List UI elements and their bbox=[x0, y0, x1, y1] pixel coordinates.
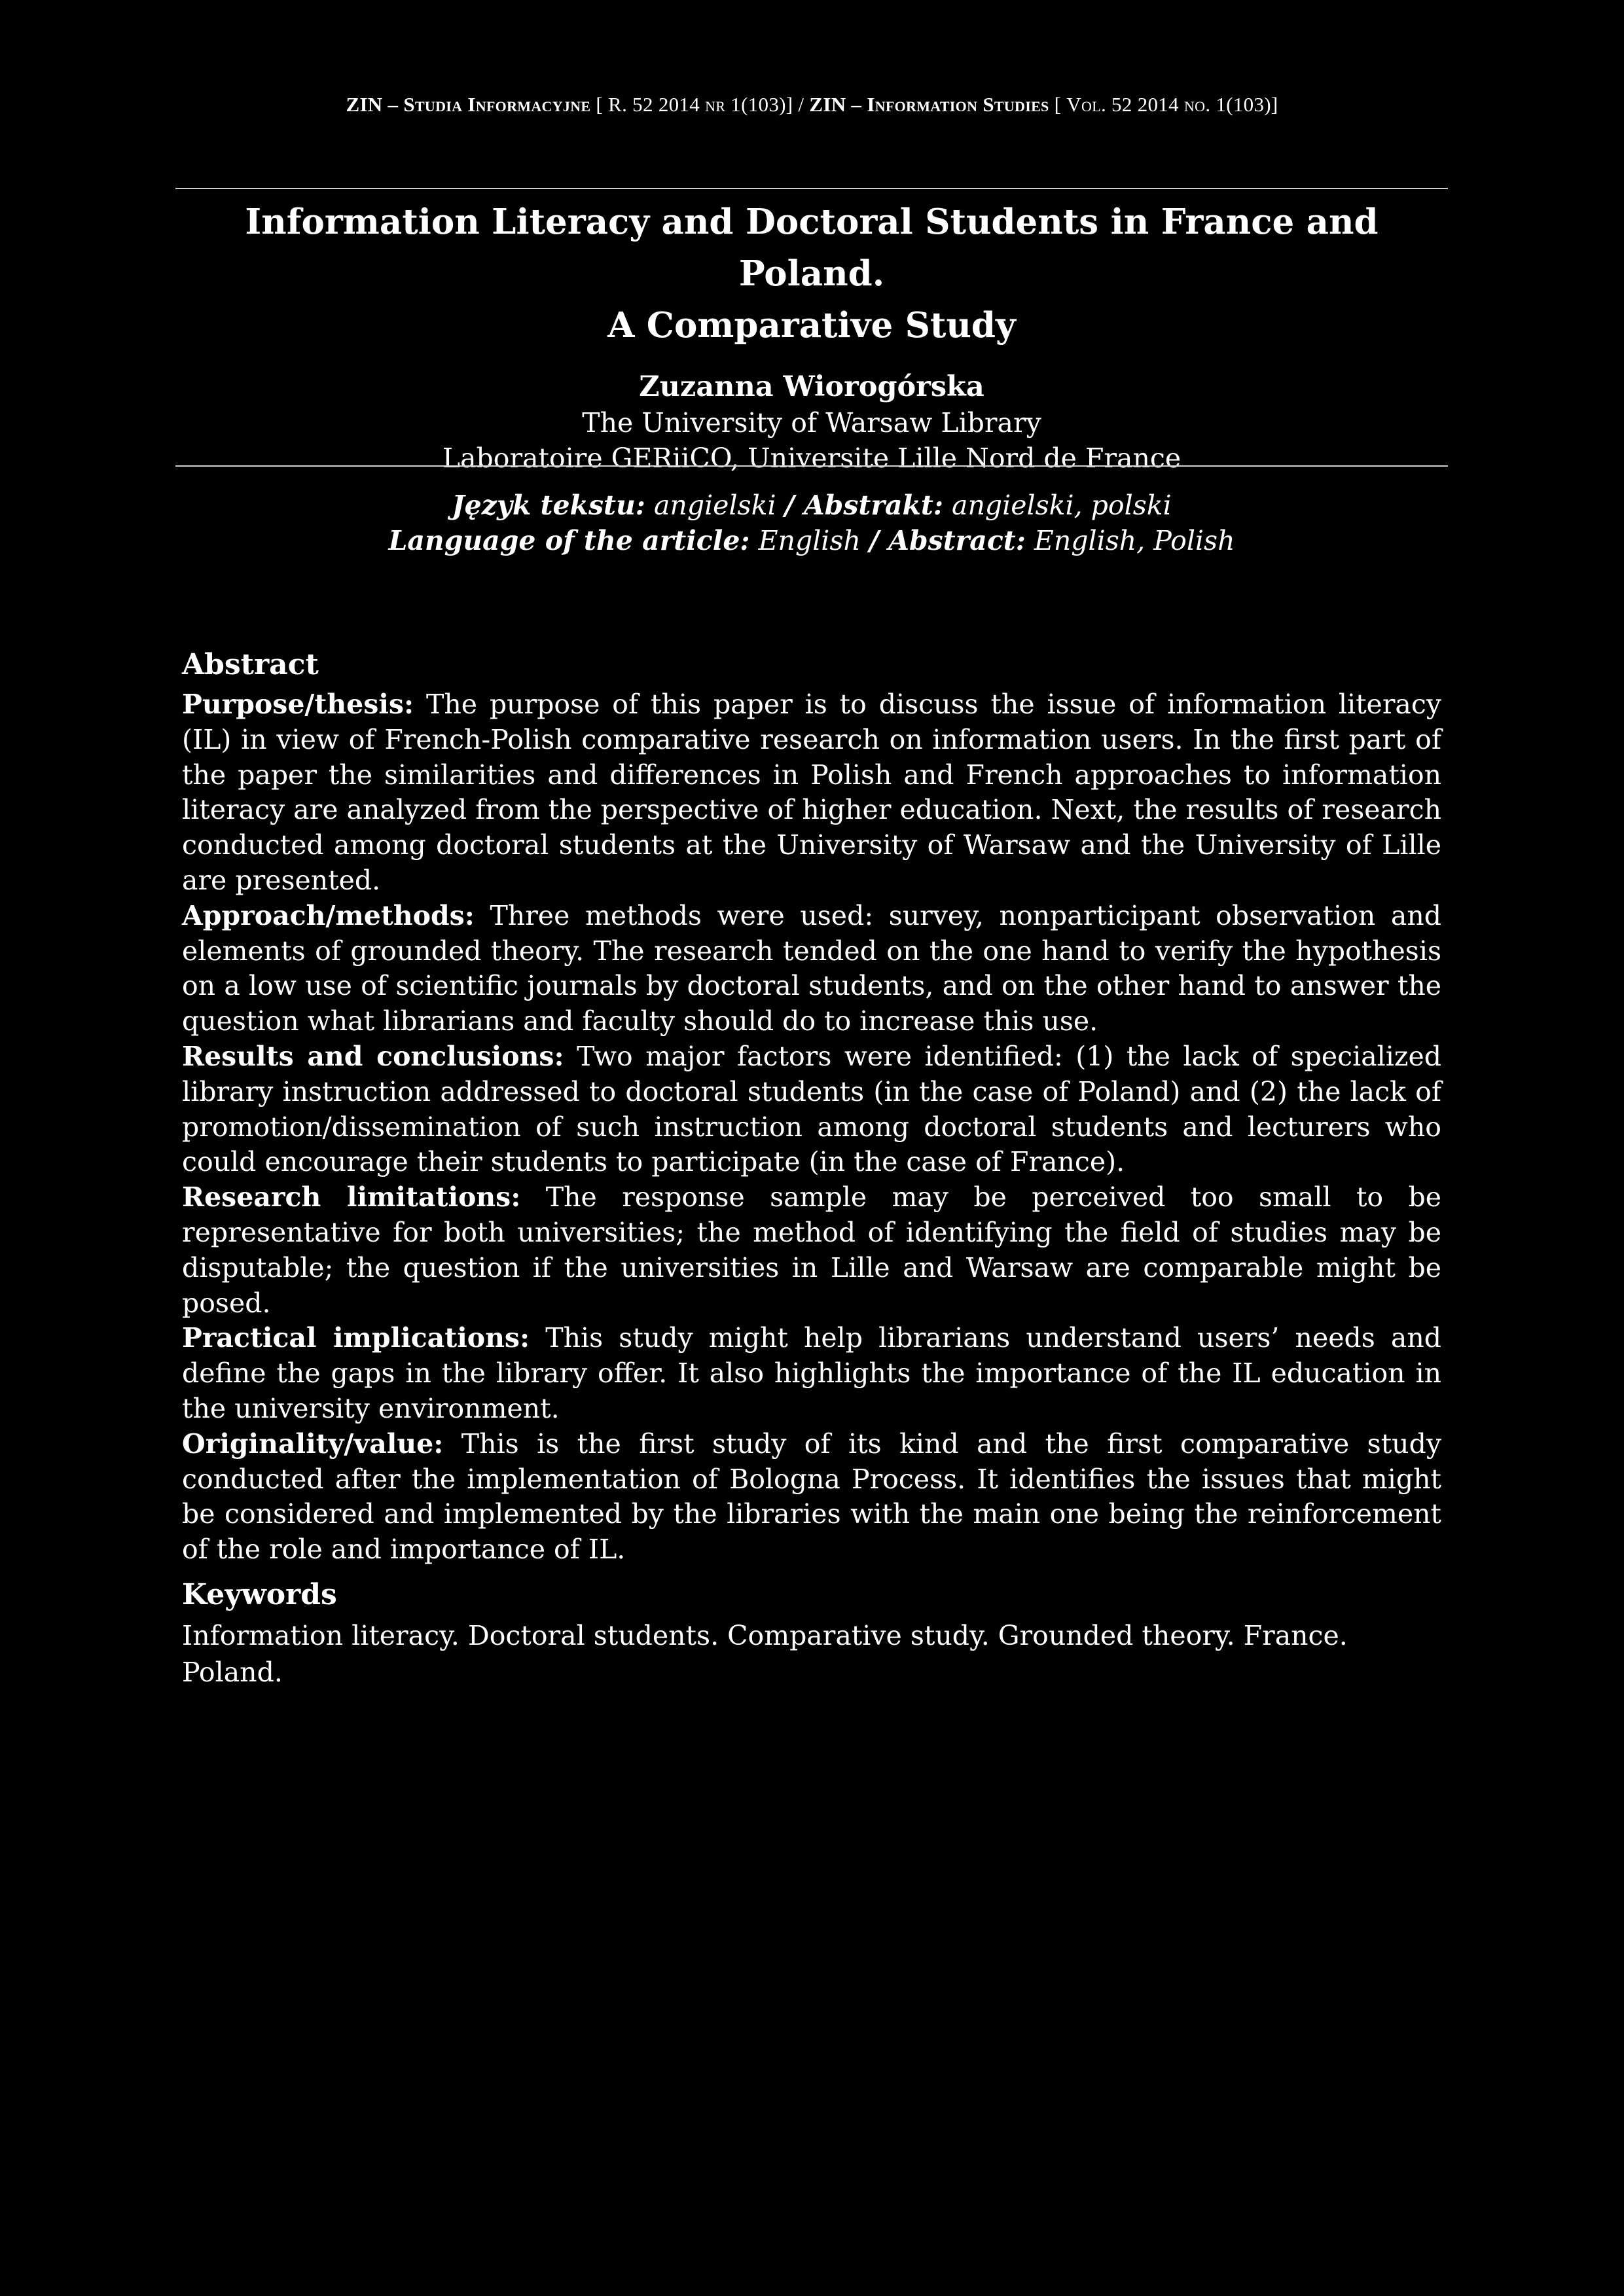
abstract-heading: Abstract bbox=[182, 648, 319, 681]
abstract-label-pl: / Abstrakt: bbox=[784, 490, 943, 521]
header-volume-en-3: 1(103)] bbox=[1210, 93, 1278, 116]
abstract-implications-text: This study might help librarians understand users’ needs and define the gaps in the library offer. It also highlights the importance of the IL education in the university environment. bbox=[182, 1322, 1441, 1424]
language-value-en: English bbox=[749, 525, 869, 556]
top-divider bbox=[175, 188, 1448, 189]
abstract-originality-text: This is the first study of its kind and the first comparative study conducted after the implementation of Bologna Process. It identifies the issues that might be considered and implemented by the libraries with the main one being the reinforcement of the role and importance of IL. bbox=[182, 1427, 1441, 1566]
abstract-implications-label: Practical implications: bbox=[182, 1322, 530, 1354]
bottom-divider bbox=[175, 465, 1448, 467]
running-header bbox=[0, 93, 1624, 117]
abstract-originality bbox=[182, 1427, 1441, 1568]
affiliation-1: The University of Warsaw Library bbox=[582, 407, 1041, 439]
abstract-label-en: / Abstract: bbox=[869, 525, 1026, 556]
language-line-en bbox=[175, 523, 1448, 558]
abstract-purpose-label: Purpose/thesis: bbox=[182, 689, 414, 720]
affiliation-2: Laboratoire GERiiCO, Universite Lille Nord de France bbox=[442, 442, 1182, 474]
author-name: Zuzanna Wiorogórska bbox=[639, 370, 984, 403]
keywords-heading: Keywords bbox=[182, 1577, 337, 1611]
language-info bbox=[175, 488, 1448, 558]
article-title bbox=[175, 196, 1448, 351]
article-title-line-2: A Comparative Study bbox=[607, 305, 1016, 346]
language-label-pl: Język tekstu: bbox=[452, 490, 645, 521]
header-volume-en-1: [ bbox=[1049, 93, 1067, 116]
abstract-implications bbox=[182, 1321, 1441, 1426]
header-journal-en: Information Studies bbox=[867, 93, 1049, 116]
abstract-results bbox=[182, 1039, 1441, 1180]
article-title-line-1: Information Literacy and Doctoral Students in France and Poland. bbox=[245, 202, 1379, 294]
language-label-en: Language of the article: bbox=[388, 525, 750, 556]
abstract-approach-text: Three methods were used: survey, nonparticipant observation and elements of grounded theory. The research tended on the one hand to verify the hypothesis on a low use of scientific journals by doctoral students, and on the other hand to answer the question what librarians and faculty should do to increase this use. bbox=[182, 899, 1441, 1037]
abstract-approach bbox=[182, 899, 1441, 1039]
header-volume-pl-1: [ R. 52 2014 bbox=[590, 93, 706, 116]
header-no-en: no. bbox=[1183, 93, 1211, 116]
header-vol-word-en: Vol. bbox=[1066, 93, 1106, 116]
language-line-pl bbox=[175, 488, 1448, 523]
header-volume-pl-2: 1(103)] / bbox=[725, 93, 810, 116]
abstract-value-en: English, Polish bbox=[1025, 525, 1235, 556]
header-journal-pl: Studia Informacyjne bbox=[403, 93, 591, 116]
abstract-originality-label: Originality/value: bbox=[182, 1427, 444, 1460]
header-zin-pl: ZIN – bbox=[346, 93, 404, 116]
header-zin-en: ZIN – bbox=[809, 93, 867, 116]
abstract-value-pl: angielski, polski bbox=[943, 490, 1172, 521]
title-block bbox=[175, 196, 1448, 476]
keywords-text: Information literacy. Doctoral students. Comparative study. Grounded theory. France. Poland. bbox=[182, 1619, 1348, 1688]
abstract-results-text: Two major factors were identified: (1) the lack of specialized library instruction addressed to doctoral students (in the case of Poland) and (2) the lack of promotion/dissemination of such instruction among doctoral students and lecturers who could encourage their students to participate (in the case of France). bbox=[182, 1040, 1441, 1178]
header-nr-pl: nr bbox=[705, 93, 726, 116]
abstract-purpose-text: The purpose of this paper is to discuss the issue of information literacy (IL) in view of French-Polish comparative research on information users. In the first part of the paper the similarities and differences in Polish and French approaches to information literacy are analyzed from the perspective of higher education. Next, the results of research conducted among doctoral students at the University of Warsaw and the University of Lille are presented. bbox=[182, 689, 1441, 896]
abstract-limitations-text: The response sample may be perceived too small to be representative for both universities; the method of identifying the field of studies may be disputable; the question if the universities in Lille and Warsaw are comparable might be posed. bbox=[182, 1181, 1441, 1319]
abstract-limitations-label: Research limitations: bbox=[182, 1181, 521, 1213]
abstract-block bbox=[182, 647, 1441, 1691]
abstract-results-label: Results and conclusions: bbox=[182, 1040, 564, 1072]
language-value-pl: angielski bbox=[645, 490, 785, 521]
abstract-approach-label: Approach/methods: bbox=[182, 899, 475, 931]
abstract-limitations bbox=[182, 1180, 1441, 1321]
abstract-purpose bbox=[182, 687, 1441, 899]
header-volume-en-2: 52 2014 bbox=[1106, 93, 1184, 116]
